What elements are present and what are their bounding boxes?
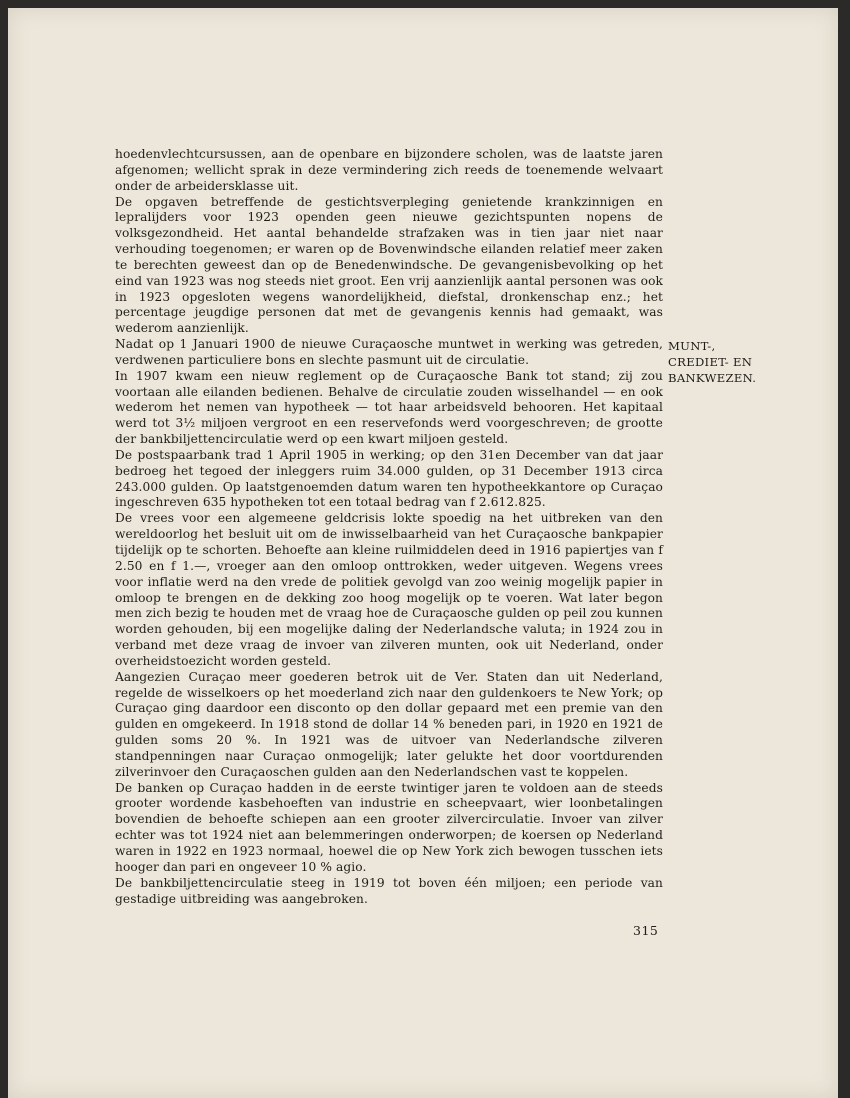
margin-heading	[668, 339, 756, 387]
paragraph: Aangezien Curaçao meer goederen betrok uit de Ver. Staten dan uit Nederland, regelde de wisselkoers op het moederland zich naar den guldenkoers te New York; op Curaçao ging daardoor een disconto op den dollar gepaard met een premie van den gulden en omgekeerd. In 1918 stond de dollar 14 % beneden pari, in 1920 en 1921 de gulden soms 20 %. In 1921 was de uitvoer van Nederlandsche zilveren standpenningen naar Curaçao onmogelijk; later gelukte het door voortdurenden zilverinvoer den Curaçaoschen gulden aan den Nederlandschen vast te koppelen.	[115, 669, 663, 779]
text-section-monetary	[115, 337, 663, 907]
paragraph: hoedenvlechtcursussen, aan de openbare en bijzondere scholen, was de laatste jaren afgenomen; wellicht sprak in deze vermindering zich reeds de toenemende welvaart onder de arbeidersklasse uit.	[115, 147, 663, 193]
margin-heading-line: MUNT-,	[668, 339, 716, 353]
paragraph: Nadat op 1 Januari 1900 de nieuwe Curaçaosche muntwet in werking was getreden, verdwenen particuliere bons en slechte pasmunt uit de circulatie.	[115, 337, 663, 367]
margin-heading-line: BANKWEZEN.	[668, 370, 757, 385]
text-section-social	[115, 147, 663, 337]
book-page	[8, 8, 838, 1098]
paragraph: De postspaarbank trad 1 April 1905 in werking; op den 31en December van dat jaar bedroeg het tegoed der inleggers ruim 34.000 gulden, op 31 December 1913 circa 243.000 gulden. Op laatstgenoemden datum waren ten hypotheekkantore op Curaçao ingeschreven 635 hypotheken tot een totaal bedrag van f 2.612.825.	[115, 447, 663, 510]
paragraph: In 1907 kwam een nieuw reglement op de Curaçaosche Bank tot stand; zij zou voortaan alle eilanden bedienen. Behalve de circulatie zouden wisselhandel — en ook wederom het nemen van hypotheek — tot haar arbeidsveld behooren. Het kapitaal werd tot 3½ miljoen vergroot en een reservefonds werd voorgeschreven; de grootte der bankbiljettencirculatie werd op een kwart miljoen gesteld.	[115, 368, 663, 447]
paragraph: De banken op Curaçao hadden in de eerste twintiger jaren te voldoen aan de steeds grooter wordende kasbehoeften van industrie en scheepvaart, wier loonbetalingen bovendien de behoefte schiepen aan een grooter zilvercirculatie. Invoer van zilver echter was tot 1924 niet aan belemmeringen onderworpen; de koersen op Nederland waren in 1922 en 1923 normaal, hoewel die op New York zich bewogen tusschen iets hooger dan pari en ongeveer 10 % agio.	[115, 780, 663, 874]
paragraph: De vrees voor een algemeene geldcrisis lokte spoedig na het uitbreken van den wereldoorlog het besluit uit om de inwisselbaarheid van het Curaçaosche bankpapier tijdelijk op te schorten. Behoefte aan kleine ruilmiddelen deed in 1916 papiertjes van f 2.50 en f 1.—, vroeger aan den omloop onttrokken, weder uitgeven. Wegens vrees voor inflatie werd na den vrede de politiek gevolgd van zoo weinig mogelijk papier in omloop te brengen en de dekking zoo hoog mogelijk op te voeren. Wat later begon men zich bezig te houden met de vraag hoe de Curaçaosche gulden op peil zou kunnen worden gehouden, bij een mogelijke daling der Nederlandsche valuta; in 1924 zou in verband met deze vraag de invoer van zilveren munten, ook uit Nederland, onder overheidstoezicht worden gesteld.	[115, 511, 664, 668]
paragraph: De opgaven betreffende de gestichtsverpleging genietende krankzinnigen en lepralijders voor 1923 openden geen nieuwe gezichtspunten nopens de volksgezondheid. Het aantal behandelde strafzaken was in tien jaar niet naar verhouding toegenomen; er waren op de Bovenwindsche eilanden relatief meer zaken te berechten geweest dan op de Benedenwindsche. De gevangenisbevolking op het eind van 1923 was nog steeds niet groot. Een vrij aanzienlijk aantal personen was ook in 1923 opgesloten wegens wanordelijkheid, diefstal, dronkenschap enz.; het percentage jeugdige personen dat met de gevangenis kennis had gemaakt, was wederom aanzienlijk.	[115, 194, 663, 336]
page-number: 315	[633, 923, 659, 938]
margin-heading-line: CREDIET- EN	[668, 354, 753, 369]
paragraph: De bankbiljettencirculatie steeg in 1919 tot boven één miljoen; een periode van gestadige uitbreiding was aangebroken.	[115, 875, 663, 906]
